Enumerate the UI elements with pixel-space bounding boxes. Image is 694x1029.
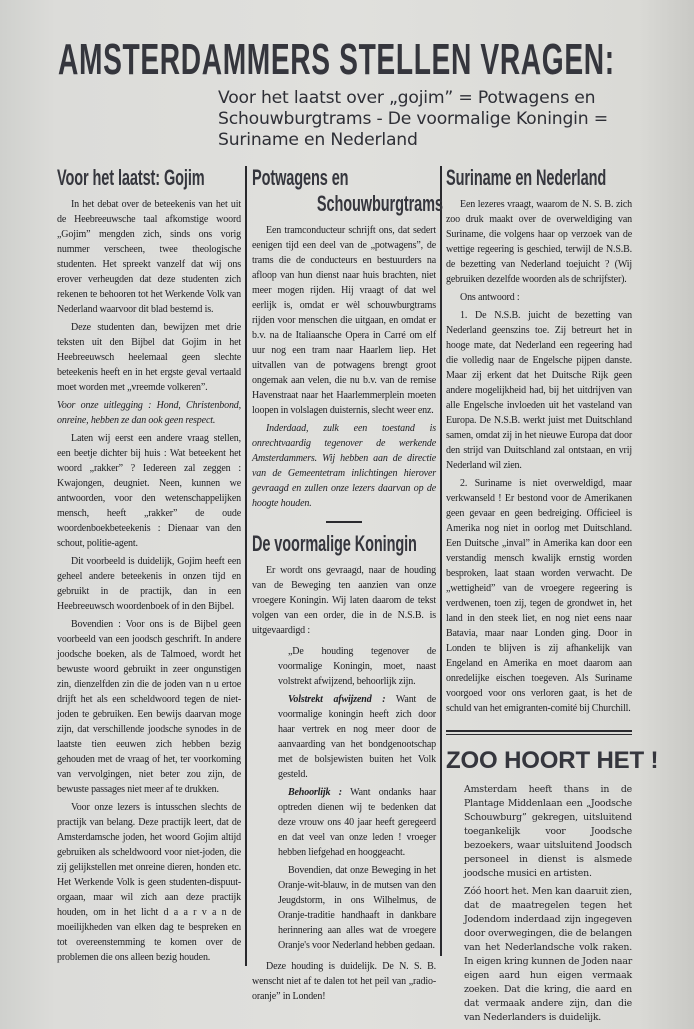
box-title: ZOO HOORT HET ! (446, 747, 659, 774)
quote-paragraph: „De houding tegenover de voormalige Koningin, moet, naast volstrekt afwijzend, behoorlijk zijn. (278, 646, 436, 687)
paragraph: Er wordt ons gevraagd, naar de houding van de Beweging ten aanzien van onze vroegere Koningin. Wij laten daarom de tekst volgen van een order, die in de N.S.B. is uitgevaardigd : (252, 565, 436, 636)
paragraph: In het debat over de beteekenis van het uit de Heebreeuwsche taal afkomstige woord „Gojim” mengden zich, sinds ons vorig nummer verscheen, twee theologische studenten. Het spreekt vanzelf dat wij ons erover verheugden dat deze studenten zich rekenen te behooren tot het Werkende Volk van Nederland waarvoor dit blad bestemd is. (57, 199, 241, 315)
paragraph: Een lezeres vraagt, waarom de N. S. B. zich zoo druk maakt over de overweldiging van Suriname, die volgens haar op verzoek van de wettige regeering is geschied, terwijl de N.S.B. de bezetting van Nederland toejuicht ? (Wij gebruiken dezelfde woorden als de schrijfster). (446, 199, 632, 285)
article-title-text: Suriname en Nederland (446, 165, 607, 190)
article-potwagens (252, 165, 443, 1007)
article-title-line1 (252, 165, 436, 191)
closing-paragraph: Deze houding is duidelijk. De N. S. B. wenscht niet af te dalen tot het peil van „radio-oranje” in Londen! (252, 961, 436, 1002)
paragraph: Bovendien : Voor ons is de Bijbel geen voorbeeld van een joodsch geschrift. In andere joodsche boeken, als de Talmoed, wordt het bewuste woord gebruikt in zeer ongunstigen zin, dienzelfden zin die de joden van n u ertoe drijft het als een scheldwoord tegen de niet-joden te gebruiken. Een bewijs daarvan moge zijn, dat verschillende joodsche synodes in de laatste tien eeuwen zich hebben bezig gehouden met de vraag of het, ter voorkoming van vervolgingen, niet beter zou zijn, de bewuste passages niet meer af te drukken. (57, 619, 241, 795)
order-quote (278, 644, 436, 953)
paragraph: Deze studenten dan, bewijzen met drie teksten uit den Bijbel dat Gojim in het Heebreeuwsch heelemaal geen slechte beteekenis heeft en in het ergste geval vertaald moet worden met „vreemde volkeren”. (57, 322, 241, 393)
paragraph: 2. Suriname is niet overweldigd, maar verkwanseld ! Er bestond voor de Amerikanen geen gevaar en geen bedreiging. Officieel is Amerika nog niet in oorlog met Duitschland. Een Duitsche „inval” in Amerika kan door een verstandig mensch kwalijk ernstig worden besproken, laat staan worden verwacht. De „wettigheid” van de vroegere regeering is verdwenen, toen zij, tegen de grondwet in, het land in den steek liet, en nog niet eens naar Batavia, maar naar Londen ging. Door in Londen te blijven is zij afhankelijk van Engeland en Amerika en moet daarom aan onredelijke eischen toegeven. Als Suriname voorgoed voor ons verloren gaat, is het de schuld van het emigranten-comité bij Churchill. (446, 478, 632, 714)
article-title-text: De voormalige Koningin (252, 531, 417, 556)
column-rule-1 (245, 166, 247, 966)
box-rule (446, 734, 632, 735)
paragraph: Een tramconducteur schrijft ons, dat sedert eenigen tijd een deel van de „potwagens”, de trams die de conducteurs en bestuurders na afloop van hun dienst naar huis brachten, niet meer mogen rijden. Hij vraagt of dat wel eerlijk is, omdat er wèl schouwburgtrams rijden voor menschen die uitgaan, en omdat er b.v. na de Italiaansche Opera in Carré om elf uur nog een tram naar Haarlem liep. Het uitvallen van de potwagens brengt groot ongemak aan velen, die nu b.v. van de remise Havenstraat naar het Haarlemmerplein moeten loopen in volslagen duisternis, slecht weer enz. (252, 225, 436, 416)
box-zoo-hoort-het (464, 783, 632, 1025)
article-title (57, 165, 241, 191)
article-suriname (446, 165, 659, 1029)
headline: AMSTERDAMMERS STELLEN VRAGEN: (58, 35, 615, 84)
quote-text: Want de voormalige koningin heeft zich door haar vertrek en nog meer door de aanvaarding van het bondgenootschap met de bolsjewisten buiten het Volk gesteld. (278, 694, 436, 780)
paragraph-note: Voor onze uitlegging : Hond, Christenbond, onreine, hebben ze dan ook geen respect. (57, 400, 241, 426)
quote-lead: Volstrekt afwijzend : (288, 694, 386, 705)
article-title (252, 531, 436, 557)
paragraph: Laten wij eerst een andere vraag stellen, een beetje dichter bij huis : Wat beteekent het woord „rakker” ? Iedereen zal zeggen : Kwajongen, deugniet. Neen, kunnen we antwoorden, voor den wetenschappelijken mensch, heeft „rakker” de oude woordenboekbeteekenis : Dienaar van den schout, politie-agent. (57, 433, 241, 549)
paragraph: Inderdaad, zulk een toestand is onrechtvaardig tegenover de werkende Amsterdammers. Wij hebben aan de directie van de Gemeentetram inlichtingen hierover gevraagd en zullen onze lezers daarvan op de hoogte houden. (252, 423, 436, 509)
quote-paragraph: Bovendien, dat onze Beweging in het Oranje-wit-blauw, in de mutsen van den Jeugdstorm, in ons Wilhelmus, de Oranje-traditie handhaaft in dankbare herinnering aan alles wat de vroegere Oranje's voor Nederland hebben gedaan. (278, 865, 436, 951)
quote-paragraph (278, 692, 436, 782)
paragraph: Voor onze lezers is intusschen slechts de practijk van belang. Deze practijk leert, dat de Amsterdamsche joden, het woord Gojim altijd gebruiken als scheldwoord voor niet-joden, die zij gelijkstellen met onreine dieren, honden etc. Het Werkende Volk is geen studenten-dispuut-orgaan, maar wil zich aan deze practijk houden, om in het licht d a a r v a n de moeilijkheden van elken dag te bespreken en tot overeenstemming te komen over de problemen die ons alleen bezig houden. (57, 802, 241, 963)
box-rule (446, 730, 632, 732)
article-title-line2 (252, 191, 443, 217)
quote-paragraph (278, 785, 436, 860)
column-rule-2 (440, 166, 442, 956)
section-divider (326, 521, 362, 523)
paragraph: Zóó hoort het. Men kan daaruit zien, dat de maatregelen tegen het Jodendom inderdaad zijn ingegeven door overwegingen, die de belangen van het Nederlandsche volk raken. In eigen kring kunnen de Joden naar eigen aard hun eigen vermaak zoeken. Dat die kring, die aard en dat vermaak andere zijn, dan die van Nederlanders is duidelijk. (464, 886, 632, 1023)
article-gojim (57, 165, 241, 968)
article-title-text: Potwagens en (252, 165, 349, 190)
quote-text: Want ondanks haar optreden dienen wij te bedenken dat deze vrouw ons 40 jaar heeft geregeerd en dat veel van onze leden ! vroeger hebben liefgehad en hooggeacht. (278, 787, 436, 858)
paragraph: 1. De N.S.B. juicht de bezetting van Nederland geenszins toe. Zij betreurt het in hooge mate, dat Nederland een regeering had die volledig naar de Engelsche pijpen danste. Maar zij erkent dat het Duitsche Rijk geen andere mogelijkheid had, bij het uitdrijven van alle Engelsche invloeden uit het vasteland van Europa. De N.S.B. werkt juist met Duitschland samen, omdat zij in het nieuwe Europa dat door den strijd van Duitschland zal ontstaan, en vrij Nederland wil zien. (446, 310, 632, 471)
article-title (446, 165, 632, 191)
article-title-text: Voor het laatst: Gojim (57, 165, 205, 190)
paragraph: Ons antwoord : (460, 292, 520, 303)
subheadline: Voor het laatst over „gojim” = Potwagens en Schouwburgtrams - De voormalige Koningin = Suriname en Nederland (218, 88, 608, 150)
paragraph: Dit voorbeeld is duidelijk, Gojim heeft een geheel andere beteekenis in onzen tijd en gebruikt in de practijk, dan in een Heebreeuwsch woordenboek of in den Bijbel. (57, 556, 241, 612)
article-title-text: Schouwburgtrams (316, 191, 443, 216)
paragraph: Amsterdam heeft thans in de Plantage Middenlaan een „Joodsche Schouwburg” gekregen, uitsluitend toegankelijk voor Joodsche bezoekers, waar uitsluitend Joodsch personeel in dienst is alsmede joodsche musici en artisten. (464, 784, 632, 879)
quote-lead: Behoorlijk : (288, 787, 342, 798)
